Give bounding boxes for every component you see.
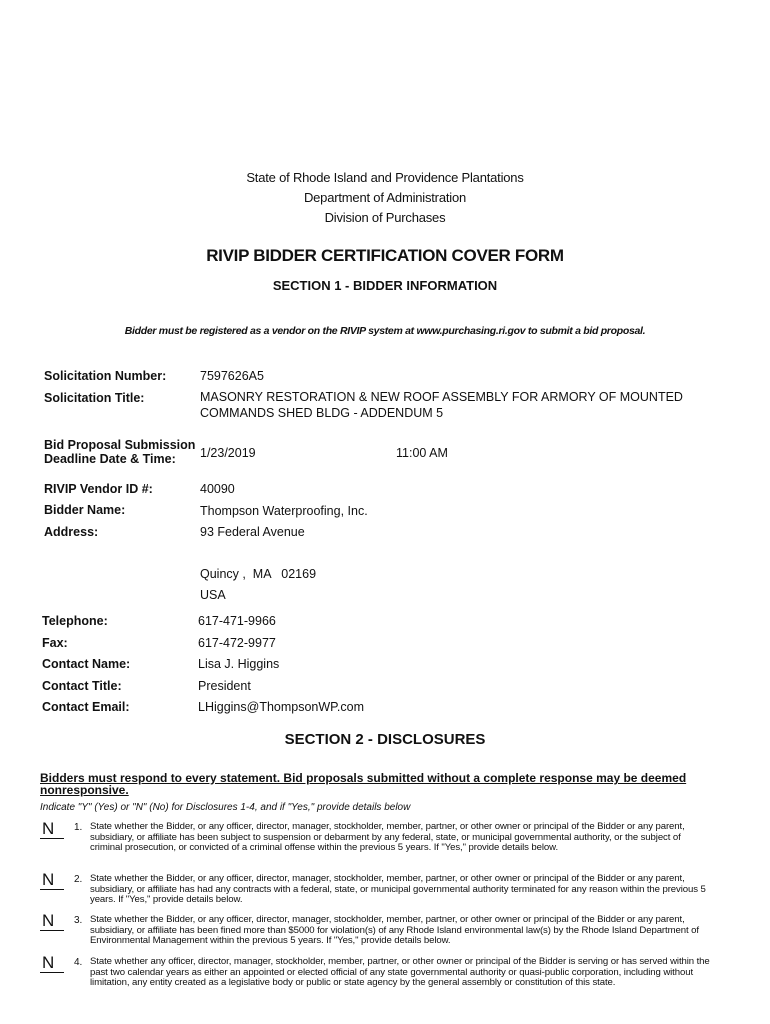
address-label: Address: <box>44 525 99 539</box>
contact-title-label: Contact Title: <box>42 679 122 693</box>
form-title: RIVIP BIDDER CERTIFICATION COVER FORM <box>206 246 564 265</box>
disclosure-text-4: State whether any officer, director, manager, stockholder, member, partner, or other owner or principal of the Bidder is serving or has served within the past two calendar years as either an appointed or elected official of any state governmental authority or quasi-public corporation, including without limitation, any entity created as a legislative body or public or state agency by the general assembly or constitution of this state. <box>90 956 710 988</box>
solicitation-title-line1: MASONRY RESTORATION & NEW ROOF ASSEMBLY FOR ARMORY OF MOUNTED <box>200 390 683 404</box>
solicitation-number: 7597626A5 <box>200 369 264 383</box>
solicitation-number-label: Solicitation Number: <box>44 369 167 383</box>
fax-label: Fax: <box>42 636 68 650</box>
telephone: 617-471-9966 <box>198 614 276 628</box>
bidder-name-label: Bidder Name: <box>44 503 126 517</box>
telephone-label: Telephone: <box>42 614 108 628</box>
contact-email-label: Contact Email: <box>42 700 130 714</box>
address-country: USA <box>200 588 226 602</box>
agency-name: State of Rhode Island and Providence Plantations <box>246 170 524 185</box>
disclosure-instruction: Indicate "Y" (Yes) or "N" (No) for Disclosures 1-4, and if "Yes," provide details below <box>40 802 411 813</box>
section2-title: SECTION 2 - DISCLOSURES <box>284 731 486 748</box>
disclosure-answer-1[interactable]: N <box>42 819 55 838</box>
registration-note: Bidder must be registered as a vendor on the RIVIP system at www.purchasing.ri.gov to submit a bid proposal. <box>124 325 646 337</box>
disclosure-text-3: State whether the Bidder, or any officer, director, manager, stockholder, member, partner, or other owner or principal of the Bidder or any parent, subsidiary, or affiliate has been fined more than $5000 for violation(s) of any Rhode Island environmental law(s) by the Rhode Island Department of Environmental Management within the previous 5 years. If "Yes," provide details below. <box>90 914 699 946</box>
answer-underline <box>40 889 64 890</box>
division-name: Division of Purchases <box>324 210 446 225</box>
deadline-date: 1/23/2019 <box>200 446 256 460</box>
vendor-id: 40090 <box>200 482 235 496</box>
answer-underline <box>40 972 64 973</box>
disclosure-text-1: State whether the Bidder, or any officer, director, manager, stockholder, member, partner, or other owner or principal of the Bidder or any parent, subsidiary, or affiliate has been subject to suspension or debarment by any federal, state, or municipal governmental authority, or the subject of criminal prosecution, or convicted of a criminal offense within the previous 5 years. If "Yes," provide details below. <box>90 821 685 853</box>
solicitation-title-line2: COMMANDS SHED BLDG - ADDENDUM 5 <box>200 406 444 420</box>
disclosure-number-4: 4. <box>74 957 83 968</box>
disclosure-number-2: 2. <box>74 874 83 885</box>
disclosure-number-3: 3. <box>74 915 83 926</box>
answer-underline <box>40 838 64 839</box>
disclosure-text-2: State whether the Bidder, or any officer, director, manager, stockholder, member, partner, or other owner or principal of the Bidder or any parent, subsidiary, or affiliate has had any contracts with a federal, state, or municipal governmental authority terminated for any reason within the previous 5 years. If "Yes," provide details below. <box>90 873 706 905</box>
deadline-label-line1: Bid Proposal Submission <box>44 438 196 452</box>
vendor-id-label: RIVIP Vendor ID #: <box>44 482 153 496</box>
deadline-label-line2: Deadline Date & Time: <box>44 452 176 466</box>
disclosure-answer-3[interactable]: N <box>42 911 55 930</box>
contact-name-label: Contact Name: <box>42 657 131 671</box>
contact-email: LHiggins@ThompsonWP.com <box>198 700 364 714</box>
contact-name: Lisa J. Higgins <box>198 657 280 671</box>
address-line1: 93 Federal Avenue <box>200 525 305 539</box>
bidder-name: Thompson Waterproofing, Inc. <box>200 504 368 518</box>
answer-underline <box>40 930 64 931</box>
address-city: Quincy , MA 02169 <box>200 567 317 581</box>
section1-title: SECTION 1 - BIDDER INFORMATION <box>272 278 498 293</box>
disclosure-number-1: 1. <box>74 822 83 833</box>
deadline-time: 11:00 AM <box>396 446 448 460</box>
department-name: Department of Administration <box>303 190 467 205</box>
disclosure-answer-2[interactable]: N <box>42 870 55 889</box>
fax: 617-472-9977 <box>198 636 276 650</box>
disclosure-warning: Bidders must respond to every statement. Bid proposals submitted without a complete response may be deemed nonresponsive. <box>40 771 687 797</box>
solicitation-title-label: Solicitation Title: <box>44 391 145 405</box>
disclosure-answer-4[interactable]: N <box>42 953 55 972</box>
contact-title: President <box>198 679 251 693</box>
